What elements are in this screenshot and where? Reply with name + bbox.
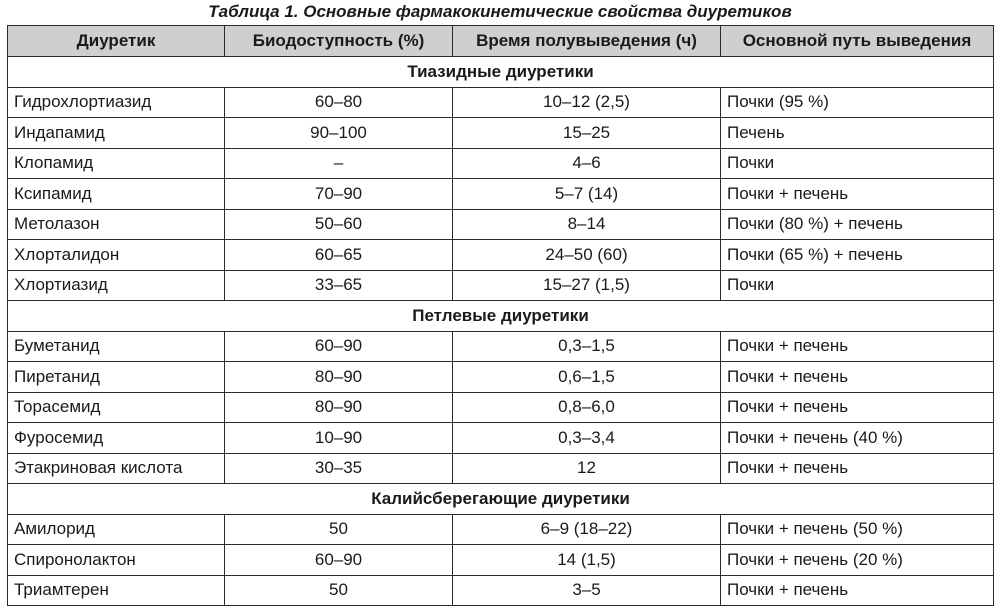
table-body (8, 57, 994, 606)
cell-half-life: 24–50 (60) (453, 240, 721, 271)
table-row (8, 87, 994, 118)
cell-half-life: 15–25 (453, 118, 721, 149)
table-row (8, 514, 994, 545)
cell-half-life: 0,3–1,5 (453, 331, 721, 362)
section-title: Петлевые диуретики (8, 301, 994, 332)
cell-half-life: 15–27 (1,5) (453, 270, 721, 301)
cell-half-life: 0,6–1,5 (453, 362, 721, 393)
cell-elimination-route: Почки (65 %) + печень (721, 240, 994, 271)
table-row (8, 423, 994, 454)
cell-bioavailability: 50–60 (225, 209, 453, 240)
cell-half-life: 10–12 (2,5) (453, 87, 721, 118)
cell-bioavailability: 70–90 (225, 179, 453, 210)
section-title: Калийсберегающие диуретики (8, 484, 994, 515)
table-row (8, 331, 994, 362)
table-caption: Таблица 1. Основные фармакокинетические свойства диуретиков (208, 2, 792, 21)
cell-bioavailability: 50 (225, 575, 453, 606)
cell-bioavailability: 80–90 (225, 362, 453, 393)
section-header-row (8, 301, 994, 332)
cell-elimination-route: Почки + печень (20 %) (721, 545, 994, 576)
cell-diuretic: Гидрохлортиазид (8, 87, 225, 118)
cell-bioavailability: 30–35 (225, 453, 453, 484)
section-title: Тиазидные диуретики (8, 57, 994, 88)
cell-diuretic: Пиретанид (8, 362, 225, 393)
cell-diuretic: Буметанид (8, 331, 225, 362)
cell-diuretic: Ксипамид (8, 179, 225, 210)
cell-elimination-route: Почки (721, 270, 994, 301)
header-diuretic: Диуретик (8, 26, 225, 57)
cell-elimination-route: Почки + печень (721, 453, 994, 484)
cell-diuretic: Метолазон (8, 209, 225, 240)
cell-half-life: 12 (453, 453, 721, 484)
cell-elimination-route: Почки (80 %) + печень (721, 209, 994, 240)
table-row (8, 240, 994, 271)
section-header-row (8, 57, 994, 88)
cell-elimination-route: Почки + печень (50 %) (721, 514, 994, 545)
table-row (8, 179, 994, 210)
cell-half-life: 6–9 (18–22) (453, 514, 721, 545)
cell-diuretic: Хлорталидон (8, 240, 225, 271)
header-bioavailability: Биодоступность (%) (225, 26, 453, 57)
header-half-life: Время полувыведения (ч) (453, 26, 721, 57)
cell-bioavailability: 33–65 (225, 270, 453, 301)
cell-diuretic: Триамтерен (8, 575, 225, 606)
table-row (8, 453, 994, 484)
cell-half-life: 8–14 (453, 209, 721, 240)
cell-elimination-route: Почки (721, 148, 994, 179)
cell-bioavailability: 80–90 (225, 392, 453, 423)
table-row (8, 148, 994, 179)
header-elimination-route: Основной путь выведения (721, 26, 994, 57)
cell-diuretic: Спиронолактон (8, 545, 225, 576)
table-row (8, 575, 994, 606)
cell-half-life: 4–6 (453, 148, 721, 179)
table-row (8, 270, 994, 301)
cell-elimination-route: Почки (95 %) (721, 87, 994, 118)
cell-bioavailability: 60–65 (225, 240, 453, 271)
table-row (8, 392, 994, 423)
diuretics-table (7, 25, 994, 606)
cell-elimination-route: Почки + печень (40 %) (721, 423, 994, 454)
cell-diuretic: Хлортиазид (8, 270, 225, 301)
cell-diuretic: Клопамид (8, 148, 225, 179)
table-row (8, 209, 994, 240)
cell-elimination-route: Почки + печень (721, 575, 994, 606)
cell-bioavailability: 90–100 (225, 118, 453, 149)
cell-half-life: 14 (1,5) (453, 545, 721, 576)
cell-elimination-route: Почки + печень (721, 179, 994, 210)
cell-bioavailability: 50 (225, 514, 453, 545)
cell-half-life: 3–5 (453, 575, 721, 606)
cell-bioavailability: – (225, 148, 453, 179)
cell-elimination-route: Почки + печень (721, 331, 994, 362)
table-row (8, 545, 994, 576)
cell-diuretic: Индапамид (8, 118, 225, 149)
cell-bioavailability: 10–90 (225, 423, 453, 454)
cell-elimination-route: Почки + печень (721, 392, 994, 423)
cell-bioavailability: 60–90 (225, 545, 453, 576)
cell-diuretic: Этакриновая кислота (8, 453, 225, 484)
section-header-row (8, 484, 994, 515)
header-row (8, 26, 994, 57)
cell-bioavailability: 60–90 (225, 331, 453, 362)
cell-diuretic: Торасемид (8, 392, 225, 423)
cell-elimination-route: Печень (721, 118, 994, 149)
cell-half-life: 5–7 (14) (453, 179, 721, 210)
table-row (8, 362, 994, 393)
cell-elimination-route: Почки + печень (721, 362, 994, 393)
cell-diuretic: Фуросемид (8, 423, 225, 454)
cell-half-life: 0,8–6,0 (453, 392, 721, 423)
cell-half-life: 0,3–3,4 (453, 423, 721, 454)
cell-diuretic: Амилорид (8, 514, 225, 545)
cell-bioavailability: 60–80 (225, 87, 453, 118)
table-row (8, 118, 994, 149)
